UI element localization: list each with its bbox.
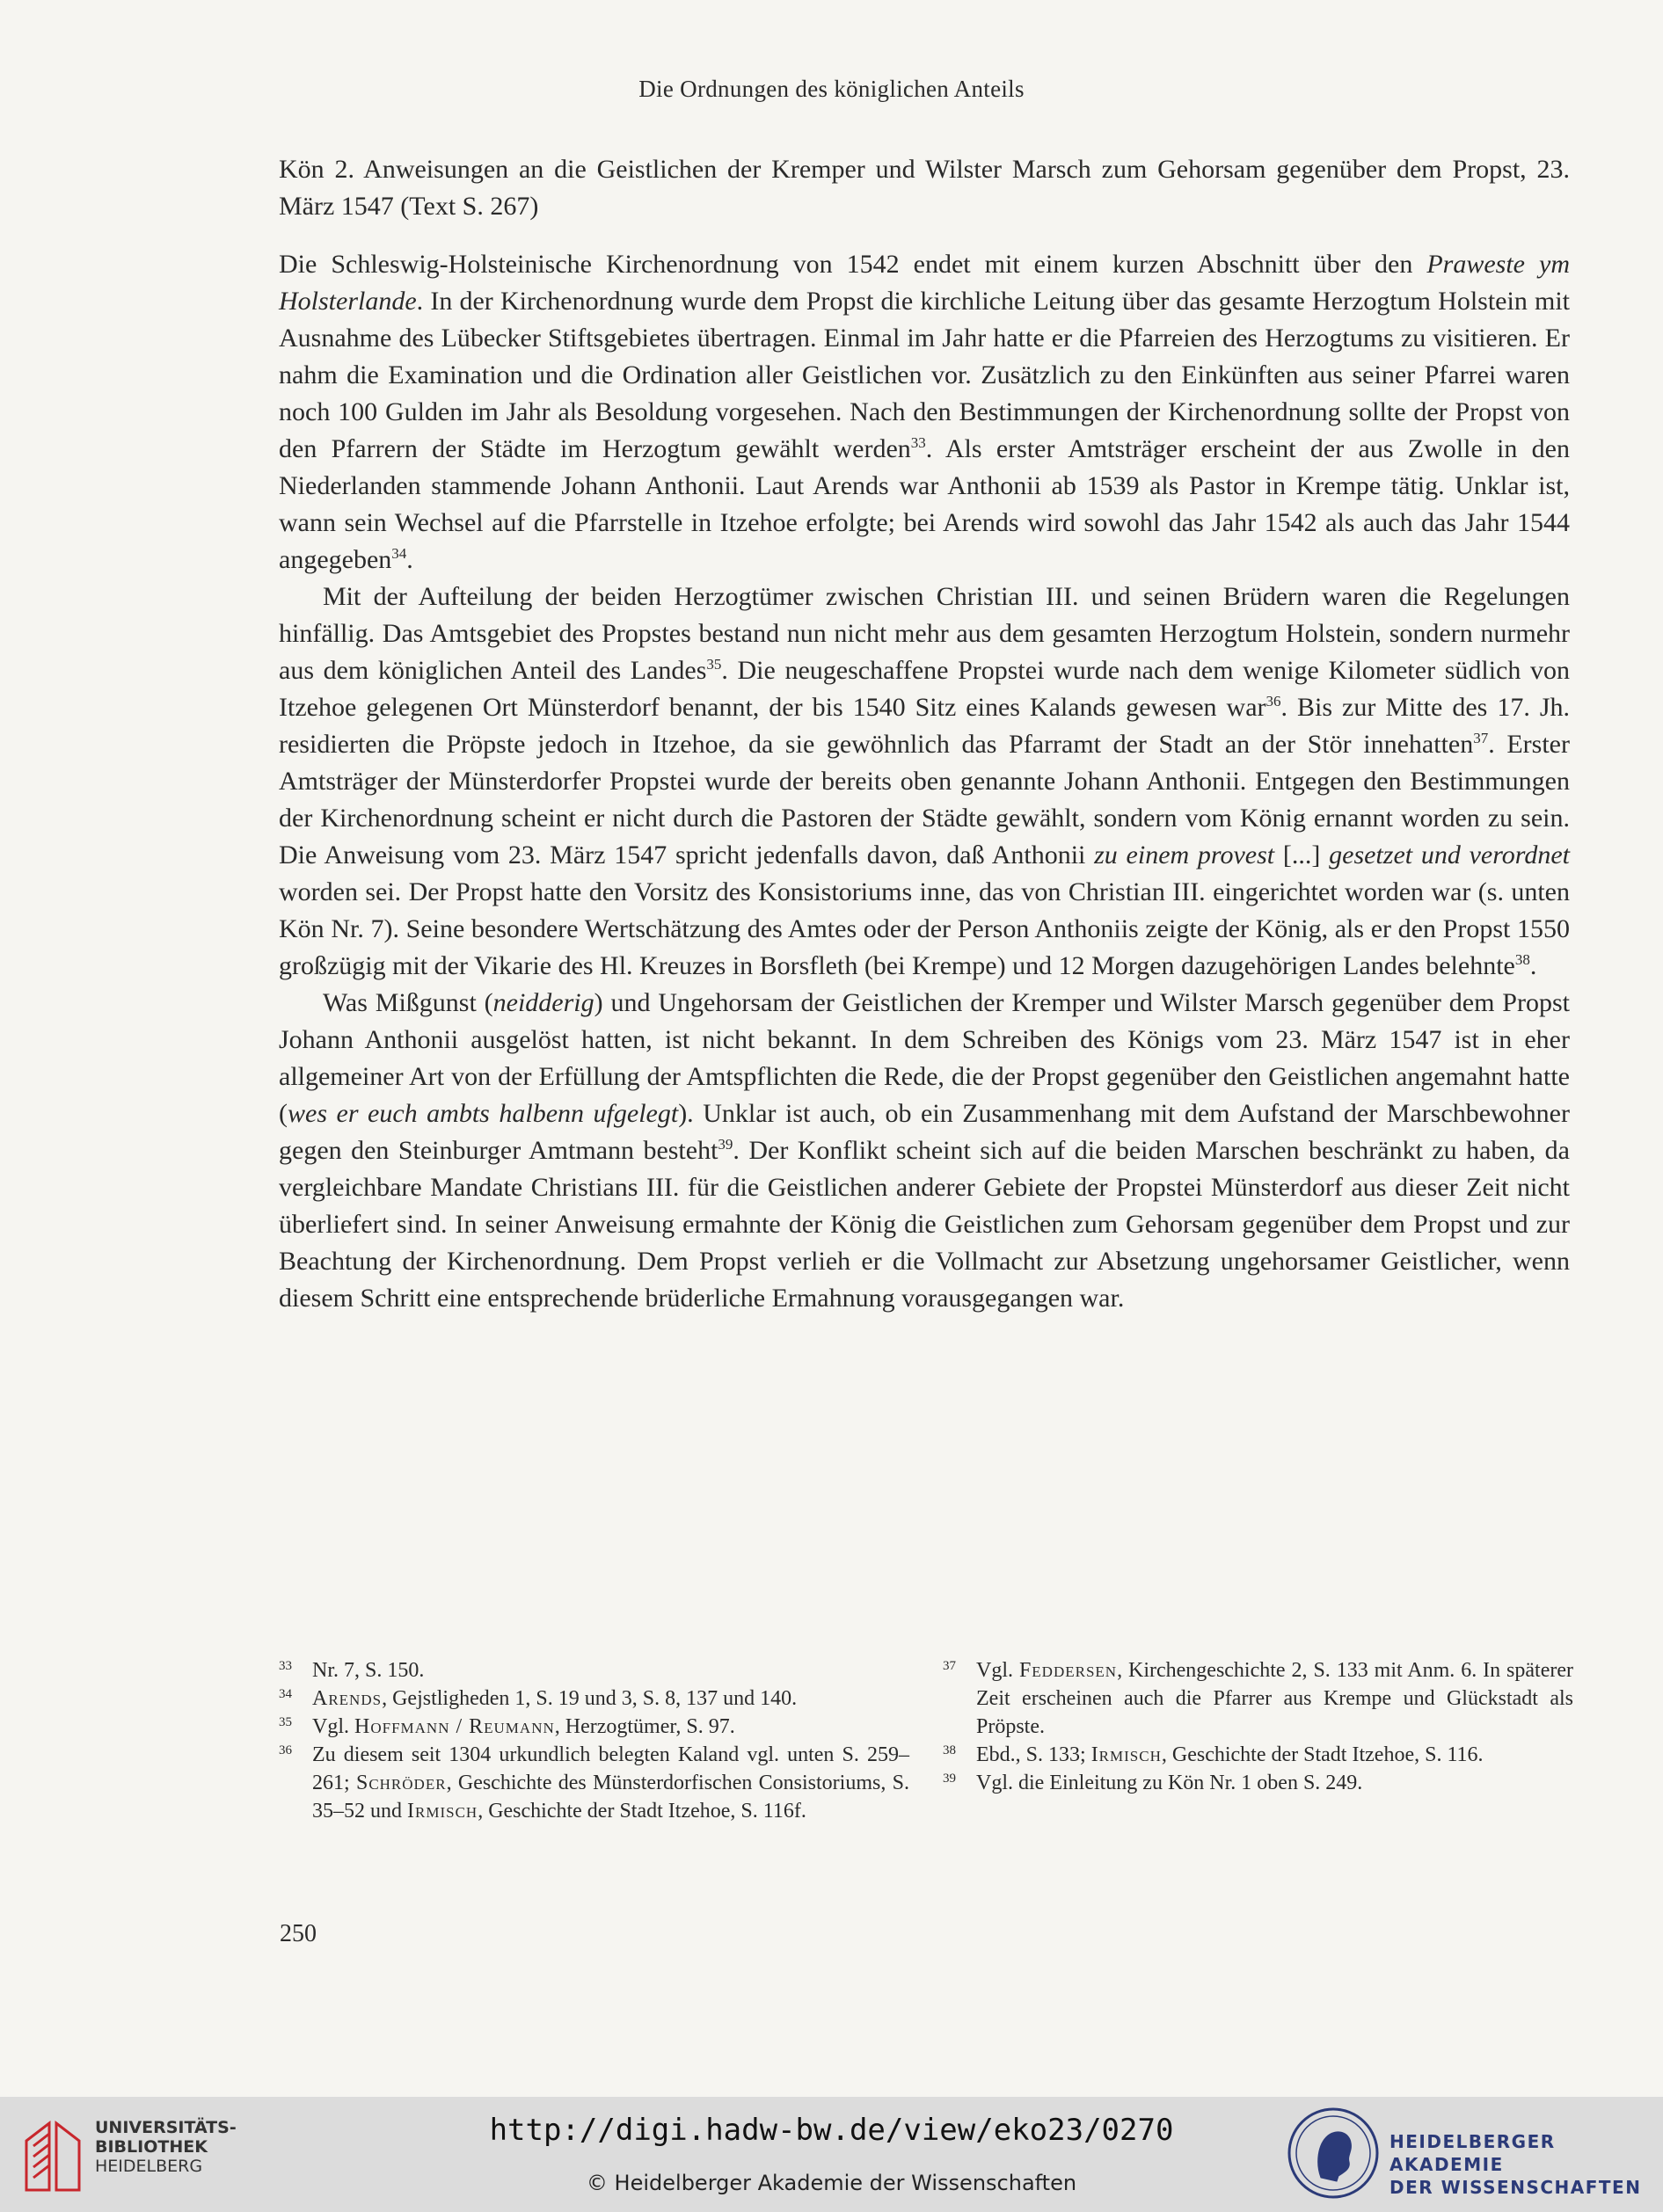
author-name: Hoffmann / Reumann: [354, 1715, 555, 1738]
text-run: Nr. 7, S. 150.: [312, 1659, 425, 1682]
text-run: .: [406, 545, 413, 574]
academy-name[interactable]: [1389, 2130, 1663, 2199]
footnote-33: [279, 1656, 909, 1684]
author-name: Arends: [312, 1687, 383, 1710]
quoted-term: wes er euch ambts halbenn ufgelegt: [288, 1099, 679, 1128]
footnote-38: [943, 1741, 1573, 1769]
quoted-term: zu einem provest: [1094, 840, 1275, 870]
text-run: [...]: [1274, 840, 1330, 870]
main-text: [279, 151, 1570, 1317]
text-run: Was Mißgunst (: [323, 988, 493, 1017]
footnote-ref[interactable]: 34: [391, 545, 407, 562]
quoted-term: gesetzet und verordnet: [1329, 840, 1570, 870]
text-run: Vgl.: [976, 1659, 1019, 1682]
footnote-ref[interactable]: 33: [910, 434, 926, 451]
quoted-term: neidderig: [492, 988, 594, 1017]
author-name: Feddersen: [1018, 1659, 1118, 1682]
footnotes-left-column: [279, 1656, 909, 1825]
footnote-number: 36: [279, 1743, 292, 1757]
text-run: Ebd., S. 133;: [976, 1743, 1091, 1766]
text-run: . Die neugeschaffene Propstei wurde nach dem wenige Kilometer südlich von Itzehoe gelegenen Ort Münsterdorf benannt, der bis 1540 Sitz eines Kalands gewesen war: [279, 656, 1570, 722]
text-run: Vgl.: [312, 1715, 354, 1738]
copyright-notice: © Heidelberger Akademie der Wissenschaften: [586, 2171, 1077, 2195]
text-run: , Kirchengeschichte 2, S. 133 mit Anm. 6. In späterer Zeit erscheinen auch die Pfarrer aus Krempe und Glückstadt als Pröpste.: [976, 1659, 1573, 1738]
footnote-ref[interactable]: 35: [706, 656, 722, 673]
footnote-text: [312, 1684, 909, 1713]
text-run: ) und Ungehorsam der Geistlichen der Kremper und Wilster Marsch gegenüber dem Propst Johann Anthonii ausgelöst hatten, ist nicht bekannt. In dem Schreiben des Königs vom 23. März 1547 ist in eher allgemeiner Art von der Erfüllung der Amtspflichten die Rede, die der Propst gegenüber den Geistlichen angemahnt hatte (: [279, 988, 1570, 1128]
footnote-number: 35: [279, 1715, 292, 1729]
text-run: . Erster Amtsträger der Münsterdorfer Propstei wurde der bereits oben genannte Johann Anthonii. Entgegen den Bestimmungen der Kirchenordnung scheint er nicht durch die Pastoren der Städte gewählt, sondern vom König ernannt worden zu sein. Die Anweisung vom 23. März 1547 spricht jedenfalls davon, daß Anthonii: [279, 730, 1570, 870]
footnotes-right-column: [943, 1656, 1573, 1797]
footnote-number: 38: [943, 1743, 956, 1757]
footnote-text: [976, 1769, 1573, 1797]
running-head: Die Ordnungen des königlichen Anteils: [638, 76, 1025, 102]
ub-name-line: UNIVERSITÄTS-: [95, 2118, 237, 2137]
text-run: , Gejstligheden 1, S. 19 und 3, S. 8, 137 und 140.: [382, 1687, 798, 1710]
academy-seal-icon[interactable]: [1286, 2106, 1381, 2201]
text-run: , Geschichte des Münsterdorfischen Consistoriums, S. 35–52 und: [312, 1772, 909, 1823]
section-heading: Kön 2. Anweisungen an die Geistlichen der Kremper und Wilster Marsch zum Gehorsam gegenüber dem Propst, 23. März 1547 (Text S. 267): [279, 155, 1570, 221]
footnote-37: [943, 1656, 1573, 1741]
text-run: Mit der Aufteilung der beiden Herzogtümer zwischen Christian III. und seinen Brüdern waren die Regelungen hinfällig. Das Amtsgebiet des Propstes bestand nun nicht mehr aus dem gesamten Herzogtum Holstein, sondern nurmehr aus dem königlichen Anteil des Landes: [279, 582, 1570, 685]
text-run: , Herzogtümer, S. 97.: [554, 1715, 735, 1738]
academy-name-line: HEIDELBERGER AKADEMIE: [1389, 2131, 1556, 2175]
footnote-ref[interactable]: 36: [1265, 693, 1281, 709]
text-run: .: [1529, 951, 1537, 980]
text-run: Vgl. die Einleitung zu Kön Nr. 1 oben S. 249.: [976, 1772, 1363, 1794]
footnote-34: [279, 1684, 909, 1713]
text-run: ). Unklar ist auch, ob ein Zusammenhang mit dem Aufstand der Marschbewohner gegen den Steinburger Amtmann besteht: [279, 1099, 1570, 1165]
text-run: . In der Kirchenordnung wurde dem Propst die kirchliche Leitung über das gesamte Herzogtum Holstein mit Ausnahme des Lübecker Stiftsgebietes übertragen. Einmal im Jahr hatte er die Pfarreien des Herzogtums zu visitieren. Er nahm die Examination und die Ordination aller Geistlichen vor. Zusätzlich zu den Einkünften aus seiner Pfarrei waren noch 100 Gulden im Jahr als Besoldung vorgesehen. Nach den Bestimmungen der Kirchenordnung sollte der Propst von den Pfarrern der Städte im Herzogtum gewählt werden: [279, 287, 1570, 463]
quoted-term: Praweste ym Holsterlande: [279, 250, 1570, 316]
text-run: Die Schleswig-Holsteinische Kirchenordnung von 1542 endet mit einem kurzen Abschnitt über den: [279, 250, 1427, 279]
page-number: 250: [280, 1920, 317, 1947]
footnote-number: 33: [279, 1659, 292, 1673]
footnote-ref[interactable]: 37: [1473, 730, 1489, 746]
footnote-39: [943, 1769, 1573, 1797]
footnote-text: [312, 1656, 909, 1684]
text-run: . Bis zur Mitte des 17. Jh. residierten die Pröpste jedoch in Itzehoe, da sie gewöhnlich das Pfarramt der Stadt an der Stör innehatten: [279, 693, 1570, 759]
footnote-35: [279, 1713, 909, 1741]
author-name: Irmisch: [407, 1800, 478, 1823]
text-run: . Als erster Amtsträger erscheint der aus Zwolle in den Niederlanden stammende Johann Anthonii. Laut Arends war Anthonii ab 1539 als Pastor in Krempe tätig. Unklar ist, wann sein Wechsel auf die Pfarrstelle in Itzehoe erfolgte; bei Arends wird sowohl das Jahr 1542 als auch das Jahr 1544 angegeben: [279, 434, 1570, 574]
footnote-ref[interactable]: 39: [718, 1136, 733, 1153]
footnote-text: [976, 1741, 1573, 1769]
author-name: Irmisch: [1090, 1743, 1162, 1766]
ub-name-line: HEIDELBERG: [95, 2157, 203, 2176]
author-name: Schröder: [355, 1772, 447, 1794]
permalink-url[interactable]: http://digi.hadw-bw.de/view/eko23/0270: [489, 2113, 1174, 2148]
text-run: worden sei. Der Propst hatte den Vorsitz des Konsistoriums inne, das von Christian III. eingerichtet worden war (s. unten Kön Nr. 7). Seine besondere Wertschätzung des Amtes oder der Person Anthoniis zeigte der König, als er den Propst 1550 großzügig mit der Vikarie des Hl. Kreuzes in Borsfleth (bei Krempe) und 12 Morgen dazugehörigen Landes belehnte: [279, 877, 1570, 980]
footnote-text: [312, 1713, 909, 1741]
footnote-36: [279, 1741, 909, 1825]
text-run: . Der Konflikt scheint sich auf die beiden Marschen beschränkt zu haben, da vergleichbare Mandate Christians III. für die Geistlichen anderer Gebiete der Propstei Münsterdorf aus dieser Zeit nicht überliefert sind. In seiner Anweisung ermahnte der König die Geistlichen zum Gehorsam gegenüber dem Propst und zur Beachtung der Kirchenordnung. Dem Propst verlieh er die Vollmacht zur Absetzung ungehorsamer Geistlicher, wenn diesem Schritt eine entsprechende brüderliche Ermahnung vorausgegangen war.: [279, 1136, 1570, 1313]
footnote-text: [312, 1741, 909, 1825]
footnote-text: [976, 1656, 1573, 1741]
text-run: , Geschichte der Stadt Itzehoe, S. 116f.: [478, 1800, 806, 1823]
text-run: Zu diesem seit 1304 urkundlich belegten Kaland vgl. unten S. 259–261;: [312, 1743, 909, 1794]
paragraph-1: [279, 246, 1570, 578]
academy-name-line: DER WISSENSCHAFTEN: [1389, 2177, 1642, 2198]
viewer-footer: [0, 2097, 1663, 2212]
text-run: , Geschichte der Stadt Itzehoe, S. 116.: [1161, 1743, 1484, 1766]
footnote-number: 39: [943, 1772, 956, 1786]
footnote-number: 34: [279, 1687, 292, 1701]
paragraph-2: [279, 578, 1570, 985]
footnote-ref[interactable]: 38: [1514, 951, 1530, 968]
paragraph-3: [279, 985, 1570, 1317]
ub-name-line: BIBLIOTHEK: [95, 2137, 208, 2157]
footnote-number: 37: [943, 1659, 956, 1673]
